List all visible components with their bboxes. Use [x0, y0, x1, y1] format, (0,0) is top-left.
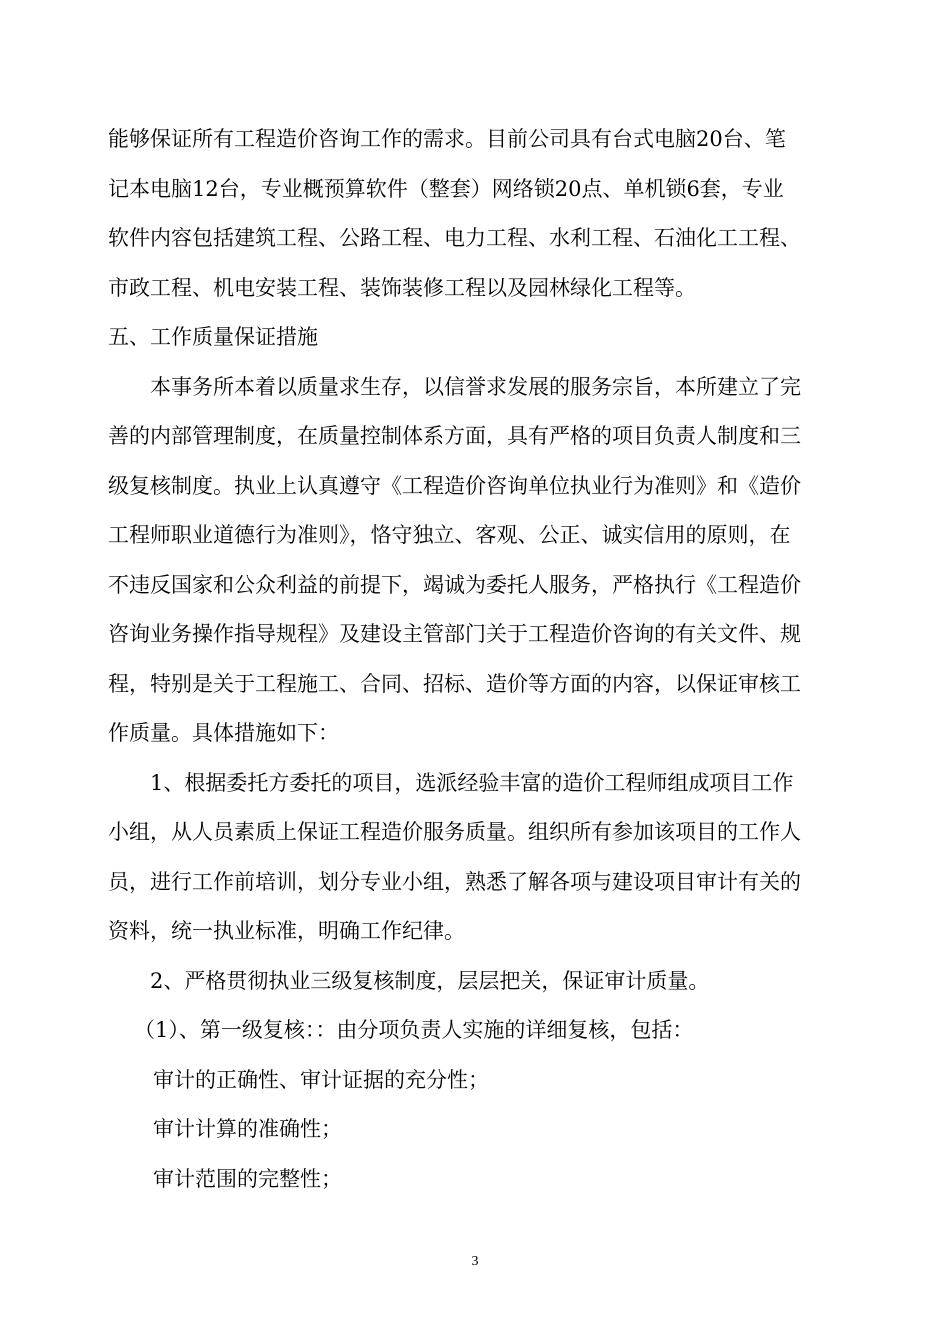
page-number: 3 [471, 1254, 479, 1269]
paragraph-line: 级复核制度。执业上认真遵守《工程造价咨询单位执业行为准则》和《造价 [108, 474, 801, 498]
paragraph-line: 咨询业务操作指导规程》及建设主管部门关于工程造价咨询的有关文件、规 [108, 622, 801, 646]
list-item-line: 2、严格贯彻执业三级复核制度，层层把关，保证审计质量。 [150, 969, 710, 993]
paragraph-line: 善的内部管理制度，在质量控制体系方面，具有严格的项目负责人制度和三 [108, 424, 801, 448]
sub-list-item-line: 审计的正确性、审计证据的充分性； [153, 1068, 489, 1092]
paragraph-line: 作质量。具体措施如下： [108, 721, 339, 745]
paragraph-line: 记本电脑12台，专业概预算软件（整套）网络锁20点、单机锁6套，专业 [108, 177, 784, 201]
paragraph-line: 员，进行工作前培训，划分专业小组，熟悉了解各项与建设项目审计有关的 [108, 870, 801, 894]
paragraph-line: 小组，从人员素质上保证工程造价服务质量。组织所有参加该项目的工作人 [108, 820, 801, 844]
sub-list-item-line: 审计计算的准确性； [153, 1117, 342, 1141]
sub-list-item-line: （1）、第一级复核：：由分项负责人实施的详细复核，包括： [134, 1018, 694, 1042]
paragraph-line: 软件内容包括建筑工程、公路工程、电力工程、水利工程、石油化工工程、 [108, 226, 801, 250]
paragraph-line: 程，特别是关于工程施工、合同、招标、造价等方面的内容，以保证审核工 [108, 672, 801, 696]
paragraph-line: 资料，统一执业标准，明确工作纪律。 [108, 919, 465, 943]
section-heading: 五、工作质量保证措施 [108, 325, 318, 349]
paragraph-line: 不违反国家和公众利益的前提下，竭诚为委托人服务，严格执行《工程造价 [108, 573, 801, 597]
sub-list-item-line: 审计范围的完整性； [153, 1167, 342, 1191]
paragraph-line: 市政工程、机电安装工程、装饰装修工程以及园林绿化工程等。 [108, 276, 696, 300]
paragraph-line: 本事务所本着以质量求生存，以信誉求发展的服务宗旨，本所建立了完 [150, 375, 801, 399]
list-item-line: 1、根据委托方委托的项目，选派经验丰富的造价工程师组成项目工作 [150, 771, 794, 795]
paragraph-line: 工程师职业道德行为准则》，恪守独立、客观、公正、诚实信用的原则，在 [108, 523, 791, 547]
paragraph-line: 能够保证所有工程造价咨询工作的需求。目前公司具有台式电脑20台、笔 [108, 127, 786, 151]
